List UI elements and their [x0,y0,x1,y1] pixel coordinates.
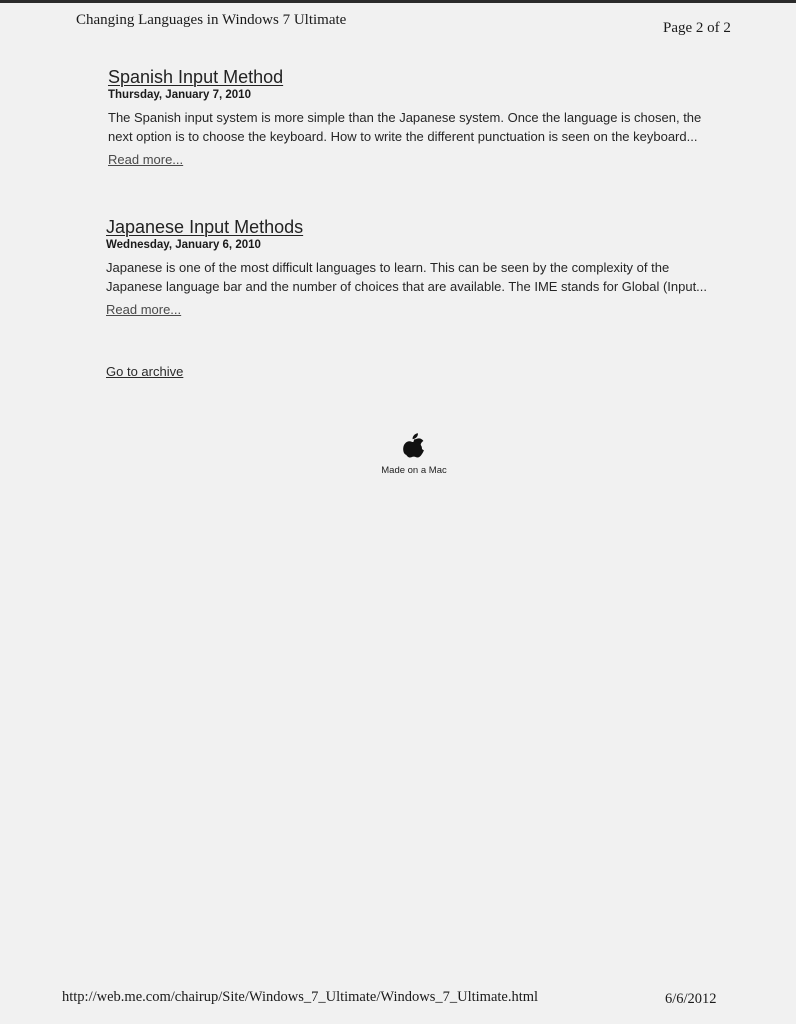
scan-edge [0,0,796,3]
made-on-a-mac-badge[interactable] [366,432,462,476]
print-header-page-number: Page 2 of 2 [663,20,731,36]
post-title-link[interactable]: Japanese Input Methods [106,217,304,237]
print-header-title: Changing Languages in Windows 7 Ultimate [76,12,347,28]
read-more-link[interactable]: Read more... [106,302,182,317]
blog-post [106,216,726,319]
post-excerpt: Japanese is one of the most difficult languages to learn. This can be seen by the complexity of the Japanese language bar and the number of choices that are available. The IME stands for Global (Input... [106,260,708,294]
post-title-link[interactable]: Spanish Input Method [108,67,284,87]
print-footer-date: 6/6/2012 [665,991,717,1007]
apple-icon [402,432,426,460]
blog-post [108,66,728,169]
post-date: Thursday, January 7, 2010 [108,89,251,101]
read-more-link[interactable]: Read more... [108,152,184,167]
post-date: Wednesday, January 6, 2010 [106,239,261,251]
print-footer-url: http://web.me.com/chairup/Site/Windows_7_Ultimate/Windows_7_Ultimate.html [62,989,539,1005]
post-excerpt: The Spanish input system is more simple than the Japanese system. Once the language is chosen, the next option is to choose the keyboard. How to write the different punctuation is seen on the keyboard... [108,110,702,144]
go-to-archive-link[interactable]: Go to archive [106,364,184,379]
badge-label: Made on a Mac [381,465,447,476]
